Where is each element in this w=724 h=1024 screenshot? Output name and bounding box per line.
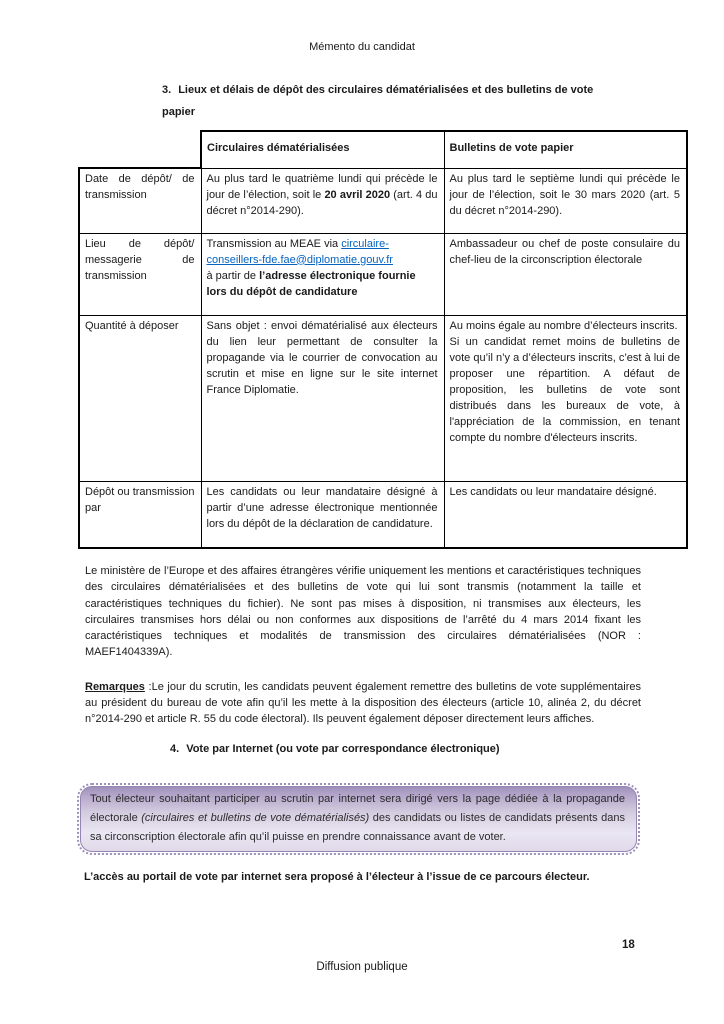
remarques-paragraph [85,679,641,728]
row-label-lieu-depot: Lieu de dépôt/ messagerie de transmission [79,233,201,315]
section3-heading-line1 [162,79,642,101]
cell-transmission-bulletins: Les candidats ou leur mandataire désigné. [444,481,687,548]
section3-heading-line2: papier [162,106,196,118]
table-row-quantite [79,315,687,481]
section3-heading-number: 3. [162,84,172,96]
page-number: 18 [622,939,635,951]
remarques-text: :Le jour du scrutin, les candidats peuvent également remettre des bulletins de vote supplémentaires au président du bureau de vote afin qu’il les mette à la disposition des électeurs (article 10, alinéa 2, du décret n°2014-290 et article R. 55 du code électoral). Ils peuvent également déposer directement leurs affiches. [85,680,641,726]
cell-text: (art. 4 du décret n°2014-290). [206,188,438,217]
cell-paragraph-1: Au moins égale au nombre d’électeurs inscrits. [449,319,678,332]
cell-paragraph-2: Si un candidat remet moins de bulletins de vote qu’il n’y a d’électeurs inscrits, c’est à lui de proposer une répartition. A défaut de proposition, les bulletins de vote sont distribués dans les bureaux de vote, à l'appréciation de la commission, en tenant compte du nombre d'électeurs inscrits. [449,335,680,444]
section4-heading-number: 4. [170,742,180,755]
column-header-bulletins: Bulletins de vote papier [444,131,687,168]
row-label-date-depot: Date de dépôt/ de transmission [79,168,201,233]
table-row-transmission-par [79,481,687,548]
callout-italic-text: (circulaires et bulletins de vote dématérialisés) [141,811,370,824]
callout-text: Tout électeur souhaitant participer au scrutin par internet sera dirigé vers la page dédiée à la propagande électorale [90,792,625,824]
cell-lieu-circulaires [201,233,444,315]
cell-lieu-bulletins: Ambassadeur ou chef de poste consulaire du chef-lieu de la circonscription électorale [444,233,687,315]
table-corner-empty [79,131,201,168]
section3-heading-text: Lieux et délais de dépôt des circulaires dématérialisées et des bulletins de vote [178,84,594,96]
cell-date-bulletins: Au plus tard le septième lundi qui précède le jour de l’élection, soit le 30 mars 2020 (art. 5 du décret n°2014-290). [444,168,687,233]
remarques-label: Remarques [85,680,145,693]
page-header-title: Mémento du candidat [309,41,415,53]
section4-heading [170,741,724,757]
cell-line [207,268,438,300]
column-header-circulaires: Circulaires dématérialisées [201,131,444,168]
footer-label: Diffusion publique [316,961,408,973]
ministry-paragraph: Le ministère de l’Europe et des affaires étrangères vérifie uniquement les mentions et caractéristiques techniques des circulaires dématérialisées et des bulletins de vote qui lui sont transmis (notamment la taille et caractéristiques techniques du fichier). Ne sont pas mises à disposition, ni transmises aux électeurs, les circulaires transmises hors délai ou non conformes aux dispositions de l’arrêté du 4 mars 2014 fixant les caractéristiques techniques et modalités de transmission des circulaires dématérialisées (NOR : MAEF1404339A). [85,565,641,659]
cell-date-circulaires [201,168,444,233]
email-link[interactable]: circulaire-conseillers-fde.fae@diplomatie.gouv.fr [206,237,393,266]
date-bold: 20 avril 2020 [324,188,391,201]
row-label-transmission-par: Dépôt ou transmission par [79,481,201,548]
cell-transmission-circulaires: Les candidats ou leur mandataire désigné à partir d’une adresse électronique mentionnée lors du dépôt de la déclaration de candidature. [201,481,444,548]
table-header-row [79,131,687,168]
table-row-date-depot [79,168,687,233]
cell-text: à partir de [206,269,260,282]
closing-line: L’accès au portail de vote par internet sera proposé à l’électeur à l’issue de ce parcours électeur. [84,870,590,883]
section4-heading-text: Vote par Internet (ou vote par correspondance électronique) [186,742,500,755]
cell-text: Au plus tard le quatrième lundi qui précède le jour de l’élection, soit le [206,172,438,201]
internet-vote-callout [80,786,637,852]
cell-quantite-circulaires: Sans objet : envoi dématérialisé aux électeurs du lien leur permettant de consulter la propagande via le courrier de convocation au scrutin et mise en ligne sur le site internet France Diplomatie. [201,315,444,481]
address-bold: l’adresse électronique fournie lors du dépôt de candidature [206,269,416,298]
table-row-lieu-depot [79,233,687,315]
cell-quantite-bulletins [444,315,687,481]
callout-text: des candidats ou listes de candidats présents dans sa circonscription électorale afin qu’il puisse en prendre connaissance avant de voter. [90,811,625,843]
section3-heading [162,79,642,123]
cell-text: Transmission au MEAE via [206,237,342,250]
depot-table [78,130,688,549]
row-label-quantite: Quantité à déposer [79,315,201,481]
